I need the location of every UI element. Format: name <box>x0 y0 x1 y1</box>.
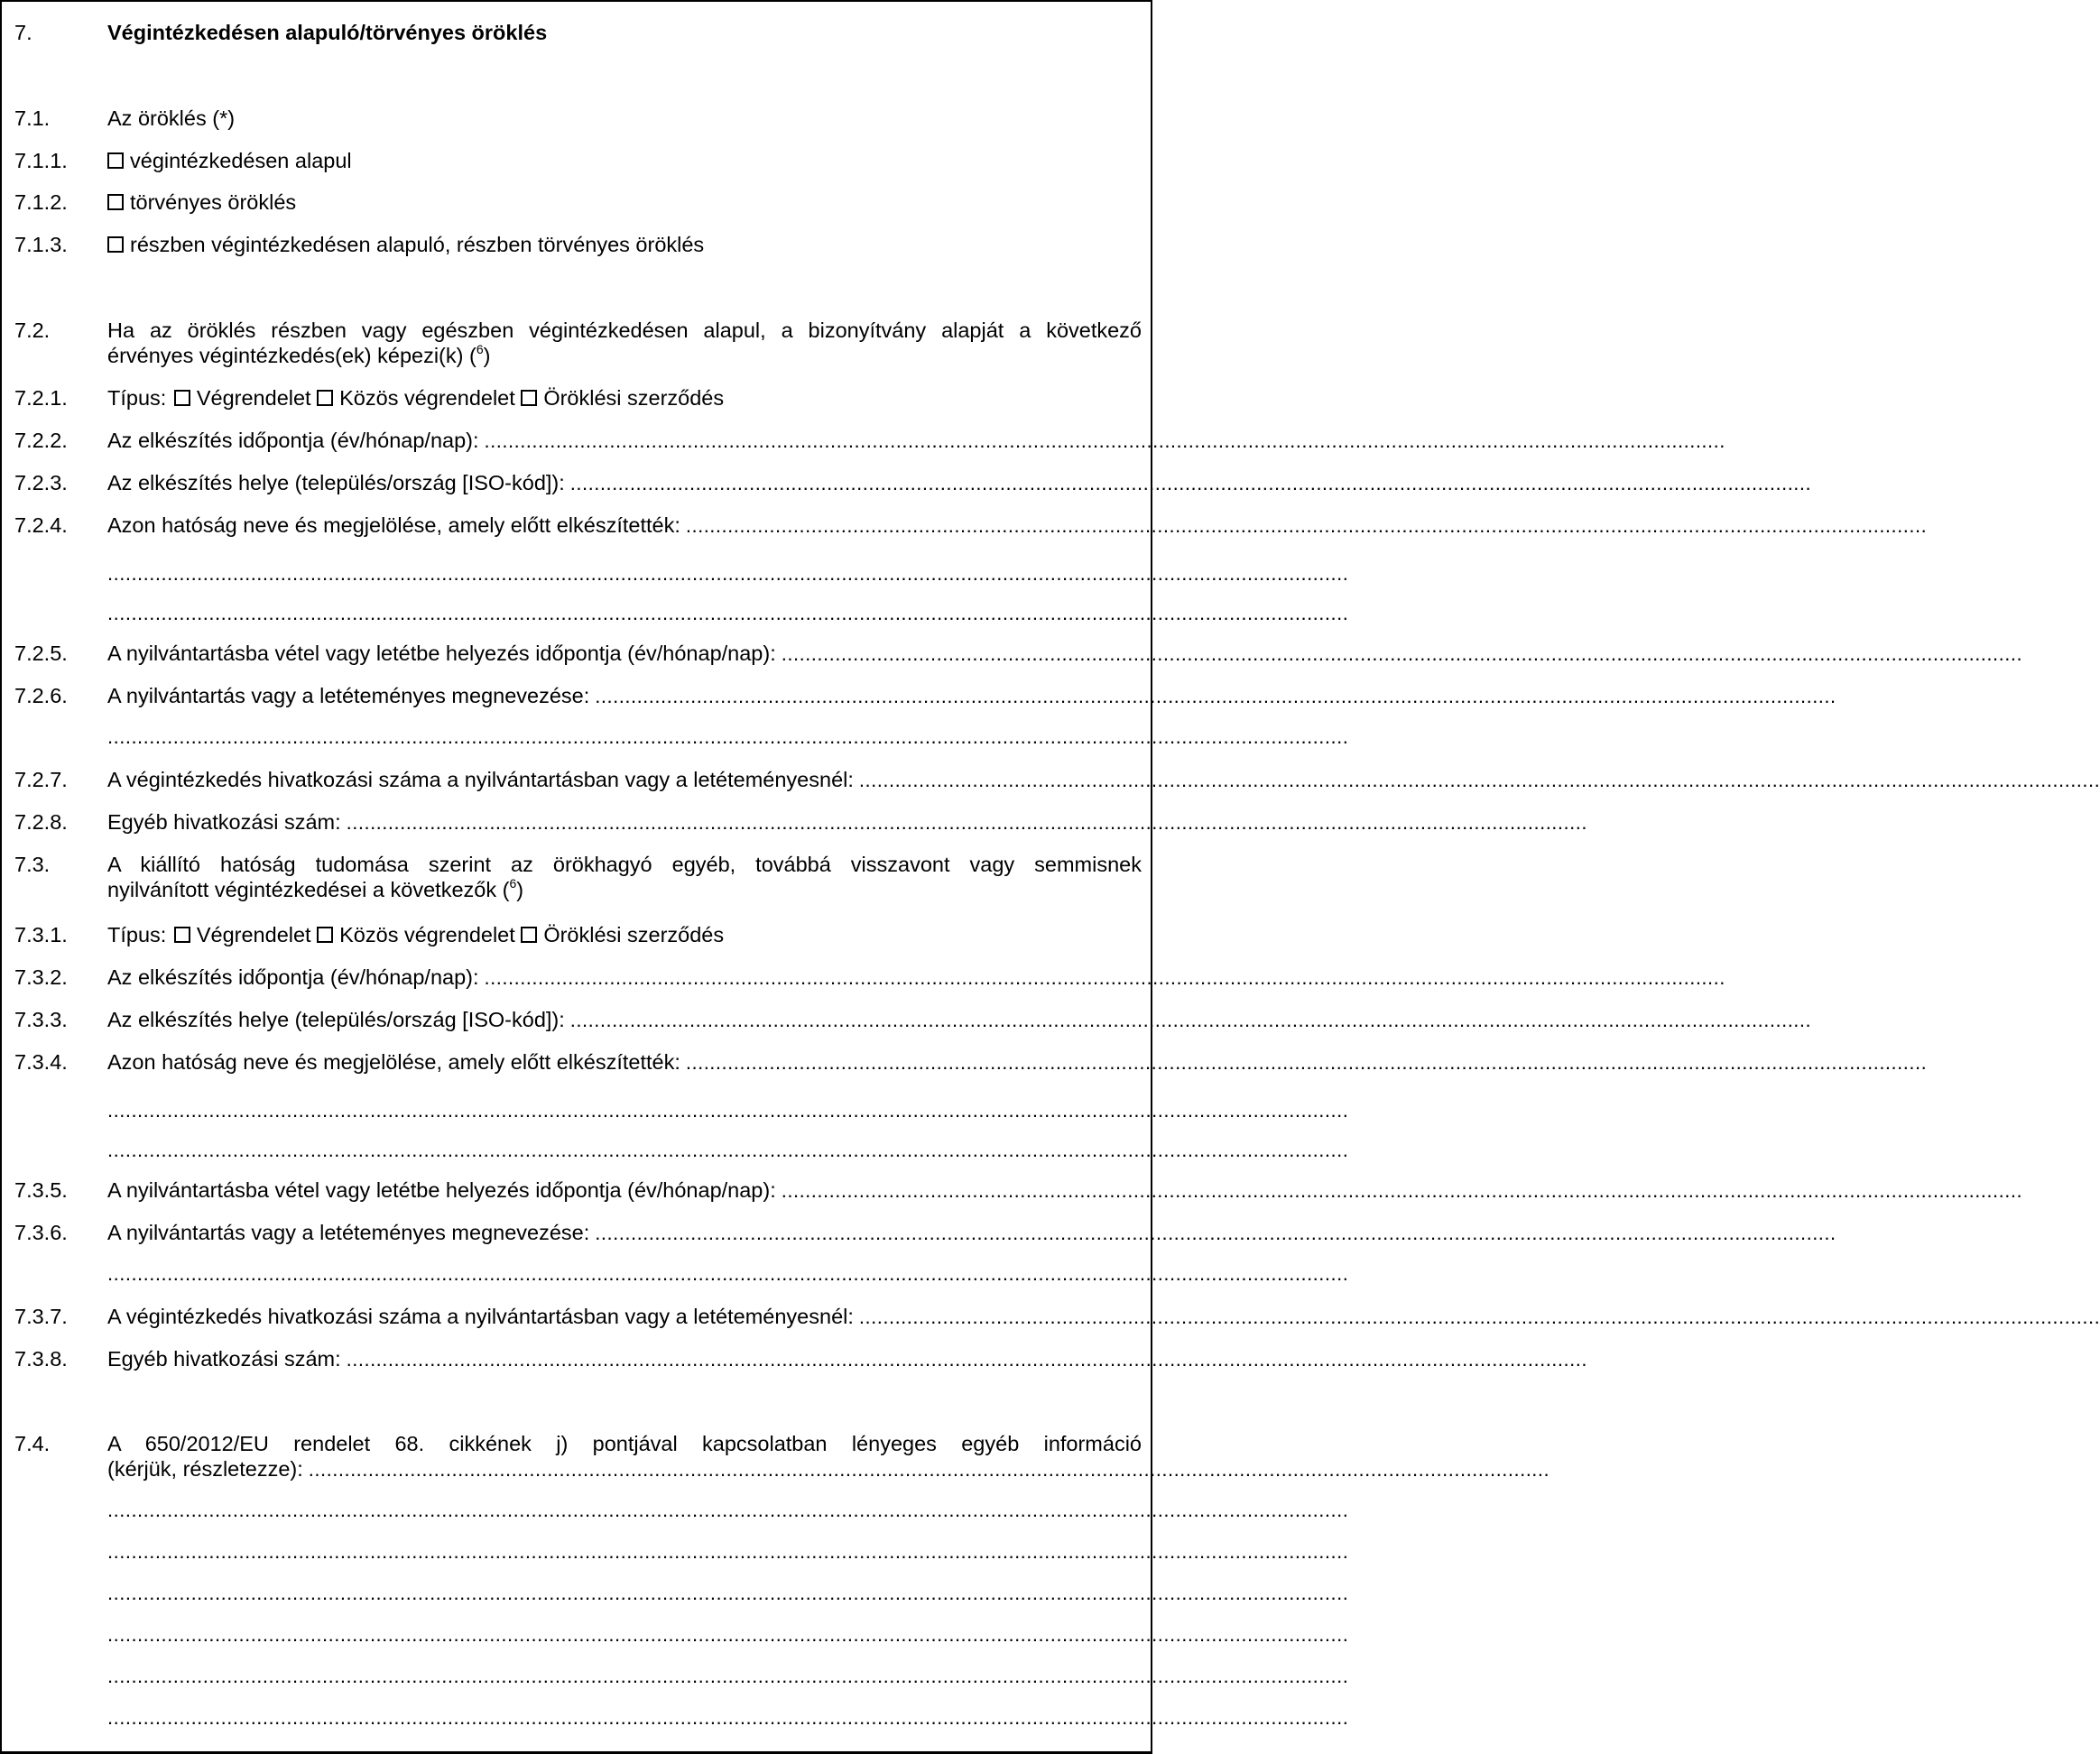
other-info-field-line[interactable]: ................................................................................................................................................................................................................ <box>107 1665 1349 1687</box>
checkbox-label: Öröklési szerződés <box>543 923 725 946</box>
item-number: 7.2.8. <box>14 810 68 834</box>
item-number: 7.2.2. <box>14 429 68 452</box>
date-field[interactable]: ................................................................................................................................................................................................................ <box>484 429 1725 452</box>
checkbox-label: Végrendelet <box>196 386 311 410</box>
authority-field[interactable]: ................................................................................................................................................................................................................ <box>685 1051 1928 1074</box>
authority-field-line[interactable]: ................................................................................................................................................................................................................ <box>107 1139 1349 1161</box>
item-7-4-line <box>2 1538 1349 1565</box>
other-info-field-line[interactable]: ................................................................................................................................................................................................................ <box>107 1582 1349 1604</box>
field-label: Az elkészítés helye (település/ország [ISO-kód]): <box>107 471 565 494</box>
item-7-3-3 <box>2 1006 1812 1033</box>
item-7-2-4 <box>2 512 1928 539</box>
authority-field-line[interactable]: ................................................................................................................................................................................................................ <box>107 602 1349 624</box>
checkbox-label: törvényes öröklés <box>130 190 297 214</box>
item-7-4 <box>2 1430 1154 1457</box>
option-7-1-3 <box>2 231 1154 258</box>
option-7-1-1 <box>2 147 1154 174</box>
close-paren: ) <box>516 878 524 901</box>
authority-field-line[interactable]: ................................................................................................................................................................................................................ <box>107 1099 1349 1122</box>
item-number: 7.2.5. <box>14 642 68 665</box>
field-label: (kérjük, részletezze): <box>107 1457 303 1481</box>
other-info-field-line[interactable]: ................................................................................................................................................................................................................ <box>107 1623 1349 1646</box>
item-label: Az öröklés (*) <box>107 106 236 130</box>
item-7-2-1 <box>2 384 1154 411</box>
item-number: 7.2. <box>14 318 51 342</box>
checkbox-oroklesi-szerzodes[interactable] <box>521 390 537 406</box>
option-7-1-2 <box>2 189 1154 216</box>
checkbox-label: Végrendelet <box>196 923 311 946</box>
item-text: A 650/2012/EU rendelet 68. cikkének j) pontjával kapcsolatban lényeges egyéb információ <box>107 1432 1142 1455</box>
item-7-3 <box>2 851 1154 878</box>
other-info-field-line[interactable]: ................................................................................................................................................................................................................ <box>107 1499 1349 1521</box>
checkbox-label: Közös végrendelet <box>339 923 515 946</box>
item-7-2-5 <box>2 640 2023 667</box>
other-info-field[interactable]: ................................................................................................................................................................................................................ <box>308 1458 1550 1481</box>
checkbox-oroklesi-szerzodes[interactable] <box>521 927 537 943</box>
reference-field[interactable]: ................................................................................................................................................................................................................ <box>858 769 2100 791</box>
item-7-2-4-cont <box>2 560 1349 587</box>
item-7-3-1 <box>2 921 1154 948</box>
item-number: 7.2.7. <box>14 768 68 791</box>
item-text: nyilvánított végintézkedései a következők ( <box>107 878 510 901</box>
item-text: érvényes végintézkedés(ek) képezi(k) ( <box>107 344 476 367</box>
item-7-3-4-cont <box>2 1097 1349 1124</box>
item-7-3-cont <box>2 876 1154 903</box>
item-number: 7.1. <box>14 106 51 130</box>
other-info-field-line[interactable]: ................................................................................................................................................................................................................ <box>107 1706 1349 1729</box>
item-7-2-6 <box>2 682 1836 709</box>
field-label: Azon hatóság neve és megjelölése, amely előtt elkészítették: <box>107 513 680 537</box>
date-field[interactable]: ................................................................................................................................................................................................................ <box>484 966 1725 989</box>
checkbox-vegrendelet[interactable] <box>174 390 190 406</box>
field-label: Az elkészítés helye (település/ország [ISO-kód]): <box>107 1008 565 1031</box>
registry-field-line[interactable]: ................................................................................................................................................................................................................ <box>107 1262 1349 1285</box>
section-heading <box>2 19 1154 46</box>
type-label: Típus: <box>107 386 167 410</box>
item-number: 7.2.1. <box>14 386 68 410</box>
registration-date-field[interactable]: ................................................................................................................................................................................................................ <box>781 642 2023 665</box>
footnote-ref: 6 <box>476 342 484 356</box>
item-number: 7.3.5. <box>14 1178 68 1202</box>
item-7-4-line <box>2 1621 1349 1648</box>
registration-date-field[interactable]: ................................................................................................................................................................................................................ <box>781 1179 2023 1202</box>
item-7-4-line <box>2 1663 1349 1690</box>
item-7-3-4-cont <box>2 1137 1349 1164</box>
item-7-1 <box>2 105 1154 132</box>
field-label: Egyéb hivatkozási szám: <box>107 1347 341 1371</box>
item-7-4-line <box>2 1704 1349 1731</box>
item-number: 7.4. <box>14 1432 51 1455</box>
item-number: 7.1.3. <box>14 233 68 256</box>
item-7-2 <box>2 317 1154 344</box>
checkbox-label: részben végintézkedésen alapuló, részben törvényes öröklés <box>130 233 705 256</box>
checkbox-torvenyes-orokles[interactable] <box>107 194 124 210</box>
checkbox-label: Közös végrendelet <box>339 386 515 410</box>
item-text: A kiállító hatóság tudomása szerint az örökhagyó egyéb, továbbá visszavont vagy semmisnek <box>107 853 1142 876</box>
place-field[interactable]: ................................................................................................................................................................................................................ <box>569 472 1812 494</box>
authority-field[interactable]: ................................................................................................................................................................................................................ <box>685 514 1928 537</box>
checkbox-label: Öröklési szerződés <box>543 386 725 410</box>
item-7-4-line <box>2 1580 1349 1607</box>
registry-field-line[interactable]: ................................................................................................................................................................................................................ <box>107 725 1349 748</box>
item-7-3-6 <box>2 1219 1836 1246</box>
field-label: A végintézkedés hivatkozási száma a nyilvántartásban vagy a letéteményesnél: <box>107 1305 854 1328</box>
checkbox-kozos-vegrendelet[interactable] <box>317 390 333 406</box>
item-7-2-4-cont <box>2 600 1349 627</box>
item-number: 7.3. <box>14 853 51 876</box>
item-7-3-2 <box>2 964 1725 991</box>
item-number: 7.2.6. <box>14 684 68 707</box>
item-7-2-3 <box>2 469 1812 496</box>
item-number: 7.3.7. <box>14 1305 68 1328</box>
item-number: 7.3.3. <box>14 1008 68 1031</box>
section-title: Végintézkedésen alapuló/törvényes öröklés <box>107 21 548 44</box>
checkbox-label: végintézkedésen alapul <box>130 149 352 172</box>
item-number: 7.2.4. <box>14 513 68 537</box>
field-label: A nyilvántartásba vétel vagy letétbe helyezés időpontja (év/hónap/nap): <box>107 642 776 665</box>
footnote-ref: 6 <box>509 876 517 891</box>
item-7-2-2 <box>2 427 1725 454</box>
close-paren: ) <box>483 344 491 367</box>
item-7-3-4 <box>2 1048 1928 1075</box>
checkbox-vegrendelet[interactable] <box>174 927 190 943</box>
place-field[interactable]: ................................................................................................................................................................................................................ <box>569 1009 1812 1031</box>
field-label: Az elkészítés időpontja (év/hónap/nap): <box>107 965 479 989</box>
item-number: 7.3.8. <box>14 1347 68 1371</box>
item-number: 7.3.6. <box>14 1221 68 1244</box>
item-7-2-7 <box>2 766 2100 793</box>
reference-field[interactable]: ................................................................................................................................................................................................................ <box>858 1306 2100 1328</box>
item-text: Ha az öröklés részben vagy egészben végintézkedésen alapul, a bizonyítvány alapját a következő <box>107 318 1142 342</box>
authority-field-line[interactable]: ................................................................................................................................................................................................................ <box>107 562 1349 585</box>
item-7-2-6-cont <box>2 724 1349 751</box>
other-reference-field[interactable]: ................................................................................................................................................................................................................ <box>346 811 1587 834</box>
item-7-3-6-cont <box>2 1260 1349 1288</box>
registry-field[interactable]: ................................................................................................................................................................................................................ <box>595 1222 1836 1244</box>
item-7-4-line <box>2 1497 1349 1524</box>
section-number: 7. <box>14 21 32 44</box>
item-7-2-cont <box>2 342 1154 369</box>
field-label: Azon hatóság neve és megjelölése, amely előtt elkészítették: <box>107 1050 680 1074</box>
type-label: Típus: <box>107 923 167 946</box>
checkbox-vegintezkedesen-alapul[interactable] <box>107 152 124 169</box>
item-number: 7.1.2. <box>14 190 68 214</box>
checkbox-kozos-vegrendelet[interactable] <box>317 927 333 943</box>
item-number: 7.1.1. <box>14 149 68 172</box>
item-number: 7.3.2. <box>14 965 68 989</box>
item-7-3-7 <box>2 1303 2100 1330</box>
field-label: Az elkészítés időpontja (év/hónap/nap): <box>107 429 479 452</box>
checkbox-reszben[interactable] <box>107 236 124 253</box>
item-7-3-5 <box>2 1177 2023 1204</box>
registry-field[interactable]: ................................................................................................................................................................................................................ <box>595 685 1836 707</box>
field-label: A nyilvántartás vagy a letéteményes megnevezése: <box>107 1221 590 1244</box>
item-7-2-8 <box>2 808 1587 835</box>
item-7-3-8 <box>2 1345 1587 1372</box>
item-number: 7.3.1. <box>14 923 68 946</box>
item-7-4-cont <box>2 1455 1550 1482</box>
field-label: A végintézkedés hivatkozási száma a nyilvántartásban vagy a letéteményesnél: <box>107 768 854 791</box>
field-label: A nyilvántartásba vétel vagy letétbe helyezés időpontja (év/hónap/nap): <box>107 1178 776 1202</box>
item-number: 7.3.4. <box>14 1050 68 1074</box>
field-label: Egyéb hivatkozási szám: <box>107 810 341 834</box>
field-label: A nyilvántartás vagy a letéteményes megnevezése: <box>107 684 590 707</box>
other-reference-field[interactable]: ................................................................................................................................................................................................................ <box>346 1348 1587 1371</box>
other-info-field-line[interactable]: ................................................................................................................................................................................................................ <box>107 1540 1349 1563</box>
item-number: 7.2.3. <box>14 471 68 494</box>
